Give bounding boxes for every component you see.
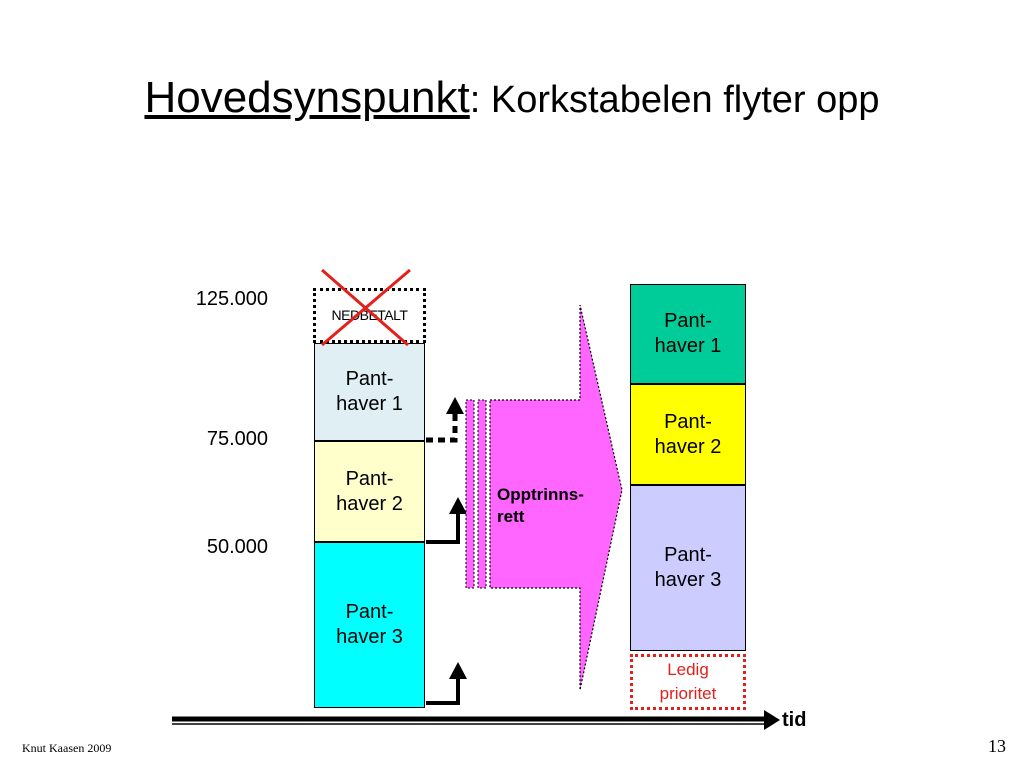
right-pantehaver-1: Pant- haver 1 <box>630 284 746 384</box>
cross-icon <box>322 270 410 345</box>
left-pantehaver-3: Pant- haver 3 <box>314 542 425 708</box>
time-label: tid <box>782 709 807 731</box>
free-priority-box: Ledig prioritet <box>630 654 746 710</box>
axis-label-125000: 125.000 <box>195 288 268 310</box>
axis-label-75000: 75.000 <box>206 428 268 450</box>
left-pantehaver-2: Pant- haver 2 <box>314 441 425 542</box>
title-colon: : <box>469 79 481 121</box>
time-axis <box>172 710 780 730</box>
step-arrow-middle-icon <box>426 497 467 542</box>
paid-off-box: NEDBETALT <box>313 288 426 343</box>
step-arrow-bottom-icon <box>426 662 467 703</box>
page-number: 13 <box>988 736 1006 756</box>
right-pantehaver-3: Pant- haver 3 <box>630 485 746 651</box>
arrow-label: Opptrinns- rett <box>497 485 584 527</box>
left-pantehaver-1: Pant- haver 1 <box>314 343 425 441</box>
title-sub: Korkstabelen flyter opp <box>480 79 880 121</box>
footer-author: Knut Kaasen 2009 <box>22 741 112 755</box>
step-arrow-top-icon <box>426 397 464 440</box>
title-main: Hovedsynspunkt <box>144 73 470 122</box>
right-pantehaver-2: Pant- haver 2 <box>630 384 746 485</box>
axis-label-50000: 50.000 <box>206 536 268 558</box>
